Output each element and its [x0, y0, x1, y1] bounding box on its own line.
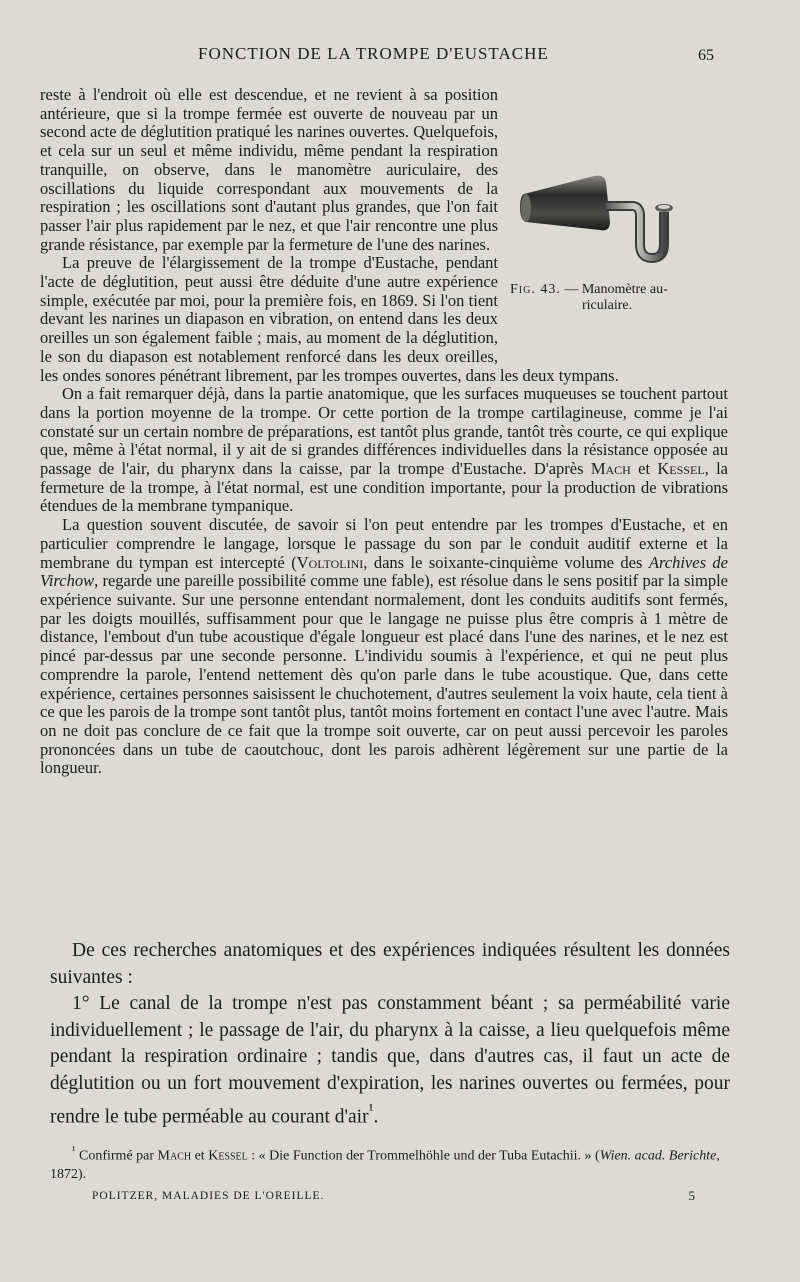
footnote-1	[50, 1142, 740, 1184]
footnote	[50, 1142, 740, 1184]
journal-archives-virchow: Archives de Virchow	[40, 552, 729, 591]
body-text	[40, 86, 728, 778]
summary-section	[50, 938, 730, 1131]
footnote-journal: Wien. acad. Berichte	[599, 1148, 717, 1164]
manometer-illustration	[520, 170, 690, 270]
author-voltolini: Voltolini	[296, 552, 364, 572]
footnote-conjunction: et	[191, 1148, 209, 1164]
footnote-author-mach: Mach	[157, 1148, 192, 1164]
paragraph-4-text-mid: , dans le soixante-cinquième volume des	[363, 552, 649, 572]
paragraph-3-text: On a fait remarquer déjà, dans la partie anatomique, que les surfaces muqueuses se touchent partout dans la portion moyenne de la trompe. Or cette portion de la trompe cartilagineuse, comme je l'ai constaté sur un certain nombre de préparations, est tantôt plus grande, tantôt très courte, ce qui explique que, même à l'état normal, il y ait de si grandes différences individuelles dans la résistance opposée au passage de l'air, du pharynx dans la caisse, par la trompe d'Eustache. D'après	[40, 384, 728, 479]
caption-second-line: riculaire.	[582, 298, 633, 313]
footnote-marker: ¹	[72, 1144, 76, 1157]
footer-book-title: POLITZER, MALADIES DE L'OREILLE.	[92, 1190, 325, 1202]
conjunction: et	[630, 459, 658, 479]
caption-first-line: — Manomètre au-	[560, 282, 668, 297]
running-title: FONCTION DE LA TROMPE D'EUSTACHE	[198, 44, 549, 63]
signature-mark: 5	[688, 1188, 696, 1203]
paragraph-3	[40, 385, 728, 516]
page-number: 65	[698, 47, 714, 64]
footnote-text-mid: : « Die Function der Trommelhöhle und der Tuba Eutachii. » (	[247, 1148, 600, 1164]
page-footer	[0, 1190, 800, 1210]
paragraph-1: reste à l'endroit où elle est descendue, et ne revient à sa position antérieure, que si la trompe fermée est ouverte de nouveau par un second acte de déglutition pratiqué les narines ouvertes. Quelquefois, et cela sur un seul et même individu, même pendant la respiration tranquille, on observe, dans le manomètre auriculaire, des oscillations du liquide correspondant aux mouvements de la respiration ; les oscillations sont d'autant plus grandes, que l'on fait passer l'air plus rapidement par le nez, et que l'air rencontre une plus grande résistance, par exemple par la fermeture de l'une des narines.	[40, 85, 498, 254]
author-kessel: Kessel	[657, 459, 705, 479]
summary-item-1	[50, 991, 730, 1131]
footnote-reference: ¹	[368, 1101, 374, 1119]
item-number: 1°	[72, 993, 90, 1014]
paragraph-3-text-end: , la fermeture de la trompe, à l'état normal, est une condition importante, pour la production de vibrations étendues de la membrane tympanique.	[40, 459, 728, 516]
footnote-text-end: , 1872).	[50, 1148, 720, 1182]
footnote-author-kessel: Kessel	[208, 1148, 248, 1164]
paragraph-4-text: La question souvent discutée, de savoir si l'on peut entendre par les trompes d'Eustache, et en particulier comprendre le langage, lorsque le passage du son par le conduit auditif externe et la membrane du tympan est intercepté (	[40, 515, 728, 572]
figure-43	[510, 86, 728, 354]
summary-intro: De ces recherches anatomiques et des expériences indiquées résultent les données suivantes :	[50, 940, 730, 988]
item-1-end: .	[373, 1106, 379, 1128]
paragraph-2: La preuve de l'élargissement de la trompe d'Eustache, pendant l'acte de déglutition, peut aussi être déduite d'une autre expérience simple, exécutée par moi, pour la première fois, en 1869. Si l'on tient devant les narines un diapason en vibration, on entend dans les deux oreilles un son également faible ; mais, au moment de la déglutition, le son du diapason est notablement renforcé dans les deux oreilles, les ondes sonores pénétrant librement, par les trompes ouvertes, dans les deux tympans.	[40, 253, 619, 385]
author-mach: Mach	[590, 459, 631, 479]
paragraph-4	[40, 516, 728, 778]
figure-caption	[510, 282, 728, 314]
page-header	[0, 44, 800, 68]
figure-label: Fig. 43.	[510, 282, 561, 297]
paragraph-4-text-end: , regarde une pareille possibilité comme une fable), est résolue dans le sens positif par la simple expérience suivante. Sur une personne entendant normalement, dont les conduits auditifs sont fermés, par les doigts mouillés, suffisamment pour que le langage ne puisse plus être compris à 1 mètre de distance, l'embout d'un tube acoustique d'égale longueur est placé dans l'une des narines, et le nez est pincé par-dessus par une seconde personne. L'individu soumis à l'expérience, et qui ne peut plus comprendre la parole, l'entend nettement dès qu'on parle dans le tube acoustique. Que, dans cette expérience, certaines personnes saisissent le chuchotement, d'autres seulement la voix haute, cela tient à ce que les parois de la trompe sont tantôt plus, tantôt moins fortement en contact l'une avec l'autre. Mais on ne doit pas conclure de ce fait que la trompe soit ouverte, car on peut aussi percevoir les paroles prononcées dans un tube de caoutchouc, dont les parois adhèrent légèrement sur une partie de la longueur.	[40, 571, 728, 778]
item-1-text: Le canal de la trompe n'est pas constamment béant ; sa perméabilité varie individuellement ; le passage de l'air, du pharynx à la caisse, a lieu quelquefois même pendant la respiration ordinaire ; tandis que, dans d'autres cas, il faut un acte de déglutition ou un fort mouvement d'expiration, les narines ouvertes ou fermées, pour rendre le tube perméable au courant d'air	[50, 993, 730, 1128]
footnote-text: Confirmé par	[75, 1148, 158, 1164]
